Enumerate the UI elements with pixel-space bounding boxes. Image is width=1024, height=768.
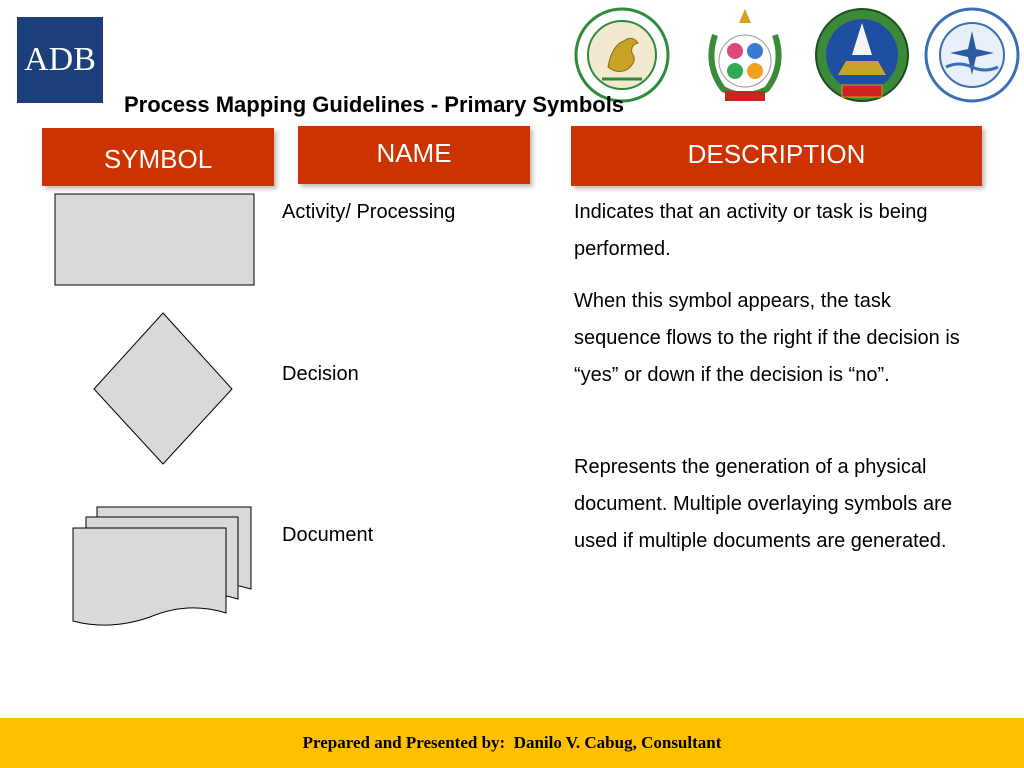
adb-logo: ADB: [17, 17, 103, 103]
row-name-document: Document: [282, 524, 374, 546]
emblem-seal-icon: [695, 5, 795, 105]
row-description-activity: Indicates that an activity or task is being performed.: [574, 201, 928, 260]
page-title: Process Mapping Guidelines - Primary Symbols: [124, 92, 625, 117]
row-description-document: Represents the generation of a physical document. Multiple overlaying symbols are used if multiple documents are generated.: [574, 456, 952, 552]
process-rectangle-icon: [54, 193, 256, 287]
row-name-decision: Decision: [282, 363, 359, 385]
name-column-header: NAME: [298, 126, 530, 184]
description-column-header: DESCRIPTION: [571, 126, 982, 186]
national-emblem-seal-icon: [812, 5, 912, 105]
row-name-activity: Activity/ Processing: [282, 201, 456, 223]
footer-credit: Prepared and Presented by: Danilo V. Cabug, Consultant: [302, 733, 722, 752]
symbol-column-header: SYMBOL: [42, 128, 274, 186]
water-emblem-seal-icon: [922, 5, 1022, 105]
multi-document-icon: [70, 505, 256, 635]
row-description-decision: When this symbol appears, the task sequence flows to the right if the decision is “yes” or down if the decision is “no”.: [574, 290, 960, 386]
decision-diamond-icon: [92, 312, 234, 466]
footer-bar: [0, 718, 1024, 768]
ministry-of-economy-and-finance-seal-icon: [572, 5, 672, 105]
